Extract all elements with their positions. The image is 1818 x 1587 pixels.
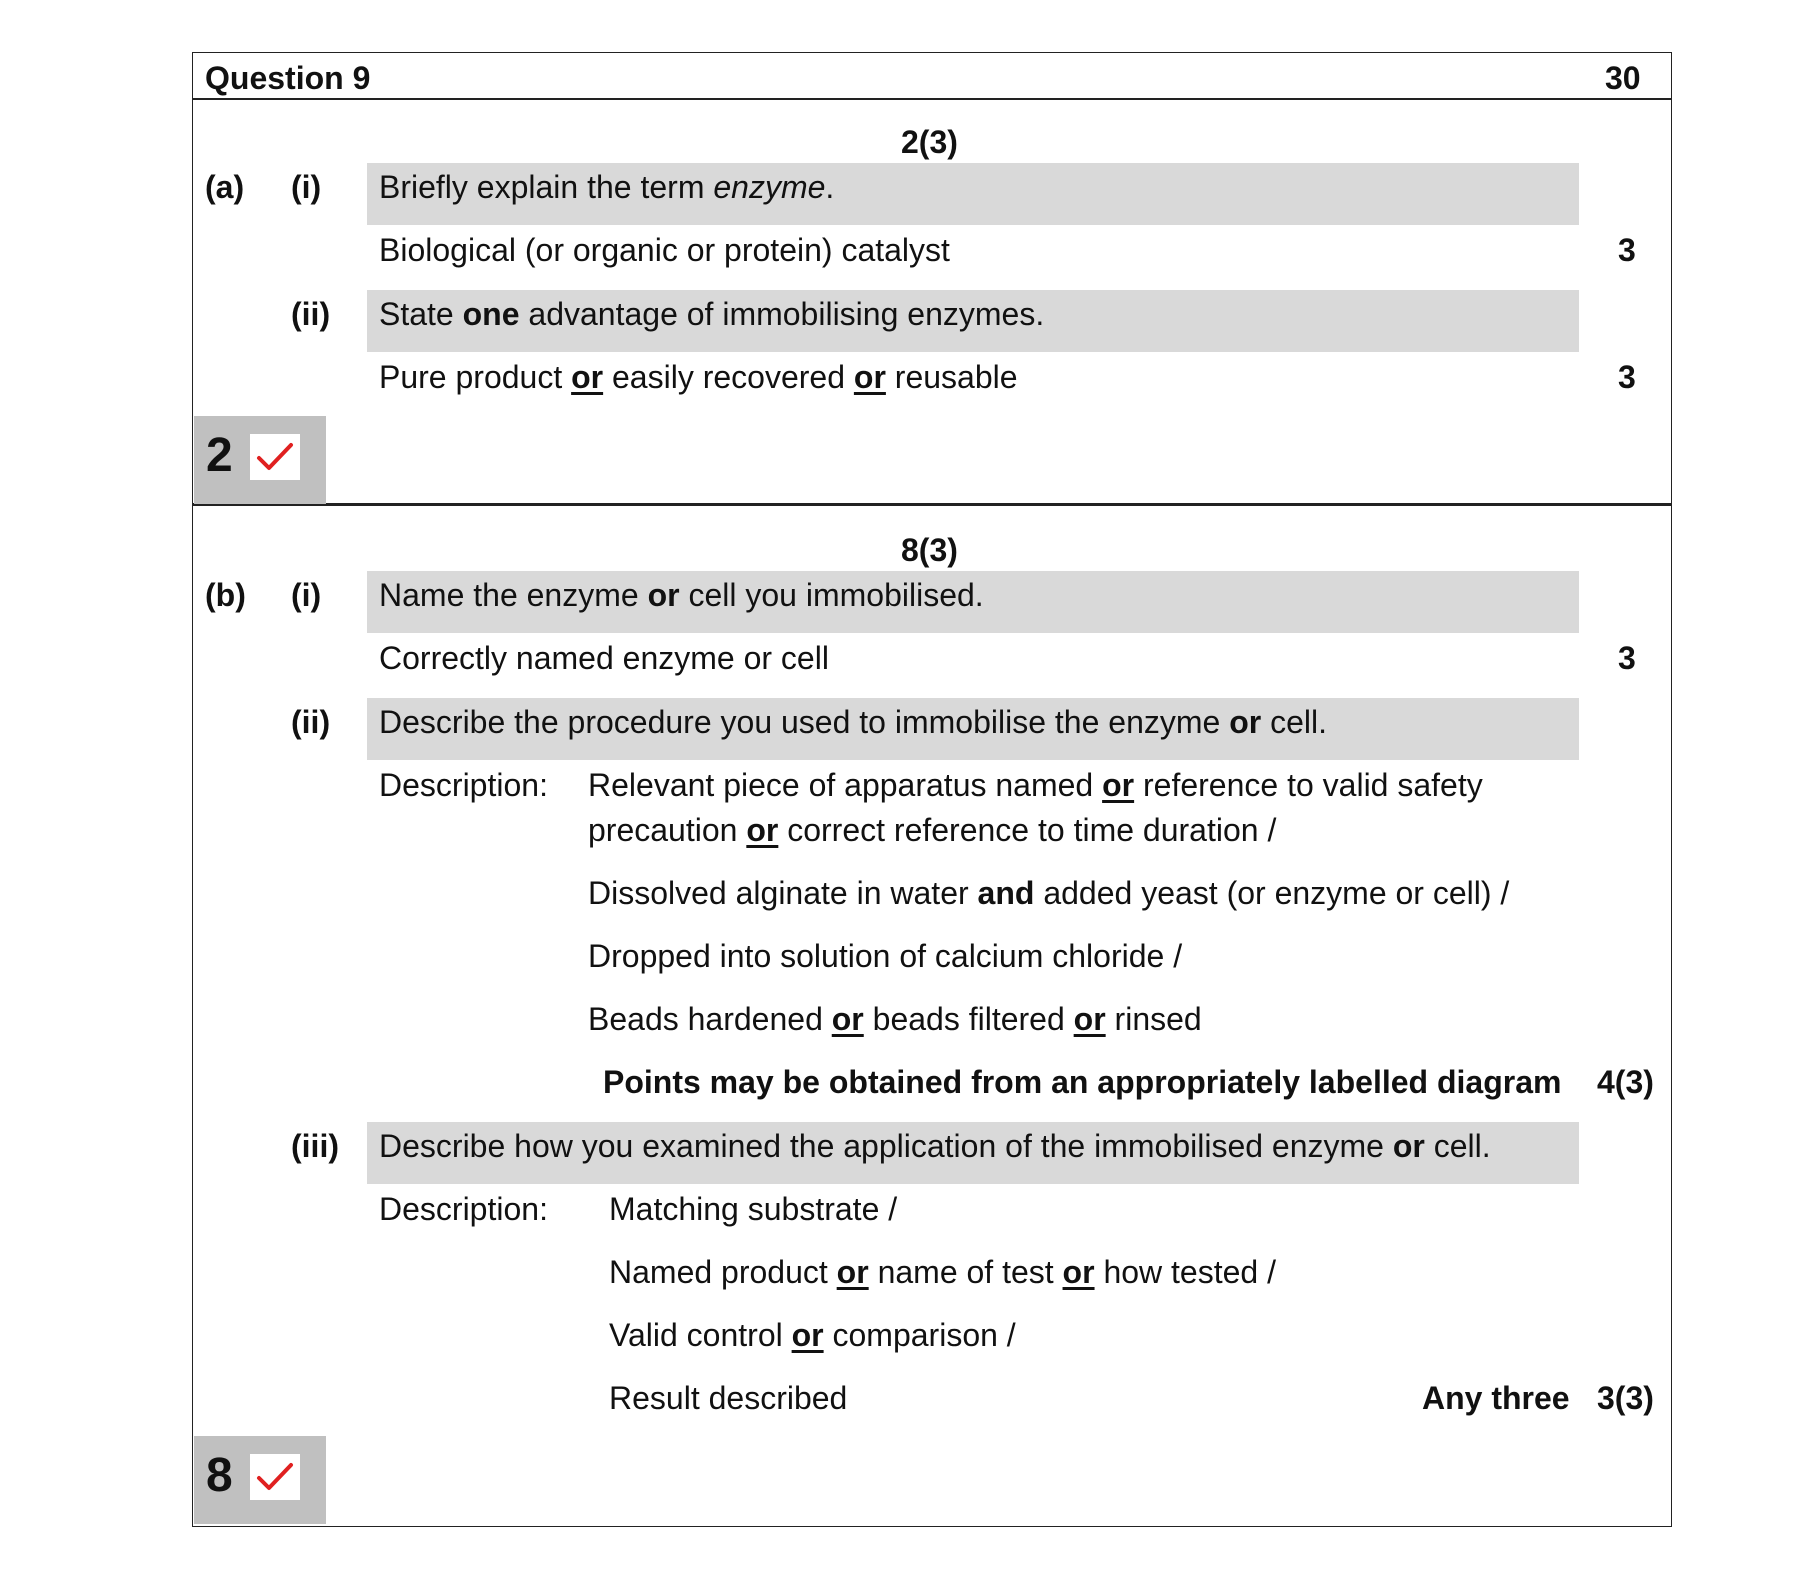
part-b-iii-line-4: Result described bbox=[609, 1380, 848, 1416]
part-a-ii-question: State one advantage of immobilising enzymes. bbox=[379, 296, 1045, 332]
part-b-iii-note: Any three bbox=[1422, 1380, 1570, 1416]
term-enzyme: enzyme bbox=[713, 169, 826, 205]
part-b-ii-description-label: Description: bbox=[379, 767, 548, 803]
part-a-ii-marks: 3 bbox=[1618, 359, 1636, 395]
part-b-i-answer: Correctly named enzyme or cell bbox=[379, 640, 829, 676]
part-b-badge-score: 8 bbox=[206, 1449, 233, 1502]
question-total: 30 bbox=[1605, 60, 1641, 96]
section-divider bbox=[192, 503, 1672, 506]
part-b-ii-line-1: Relevant piece of apparatus named or reference to valid safety bbox=[588, 767, 1483, 803]
part-b-label: (b) bbox=[205, 577, 246, 613]
part-a-i-marks: 3 bbox=[1618, 232, 1636, 268]
part-b-iii-line-2: Named product or name of test or how tested / bbox=[609, 1254, 1276, 1290]
part-b-score-badge bbox=[194, 1436, 326, 1524]
part-b-ii-question: Describe the procedure you used to immobilise the enzyme or cell. bbox=[379, 704, 1327, 740]
part-b-score-summary: 8(3) bbox=[901, 532, 958, 568]
part-b-iii-description-label: Description: bbox=[379, 1191, 548, 1227]
part-a-score-badge bbox=[194, 416, 326, 504]
part-b-i-label: (i) bbox=[291, 577, 322, 613]
part-b-i-marks: 3 bbox=[1618, 640, 1636, 676]
part-a-i-question: Briefly explain the term enzyme. bbox=[379, 169, 835, 205]
part-a-i-label: (i) bbox=[291, 169, 322, 205]
part-b-ii-note: Points may be obtained from an appropriately labelled diagram bbox=[603, 1064, 1562, 1100]
check-icon bbox=[250, 434, 300, 480]
part-b-ii-label: (ii) bbox=[291, 704, 331, 740]
part-b-ii-line-5: Beads hardened or beads filtered or rinsed bbox=[588, 1001, 1202, 1037]
part-a-ii-label: (ii) bbox=[291, 296, 331, 332]
part-b-iii-line-1: Matching substrate / bbox=[609, 1191, 898, 1227]
part-b-ii-line-3: Dissolved alginate in water and added yeast (or enzyme or cell) / bbox=[588, 875, 1510, 911]
part-a-score-summary: 2(3) bbox=[901, 124, 958, 160]
part-b-ii-line-4: Dropped into solution of calcium chloride / bbox=[588, 938, 1183, 974]
part-b-iii-label: (iii) bbox=[291, 1128, 339, 1164]
part-b-iii-question: Describe how you examined the application of the immobilised enzyme or cell. bbox=[379, 1128, 1491, 1164]
part-a-i-answer: Biological (or organic or protein) catalyst bbox=[379, 232, 950, 268]
part-b-ii-line-2: precaution or correct reference to time duration / bbox=[588, 812, 1277, 848]
part-b-iii-line-3: Valid control or comparison / bbox=[609, 1317, 1016, 1353]
part-b-i-question: Name the enzyme or cell you immobilised. bbox=[379, 577, 984, 613]
part-b-iii-marks: 3(3) bbox=[1597, 1380, 1654, 1416]
part-b-ii-marks: 4(3) bbox=[1597, 1064, 1654, 1100]
header-divider bbox=[192, 98, 1672, 100]
question-title: Question 9 bbox=[205, 60, 371, 96]
part-a-badge-score: 2 bbox=[206, 429, 233, 482]
check-icon bbox=[250, 1454, 300, 1500]
part-a-label: (a) bbox=[205, 169, 245, 205]
part-a-ii-answer: Pure product or easily recovered or reusable bbox=[379, 359, 1018, 395]
